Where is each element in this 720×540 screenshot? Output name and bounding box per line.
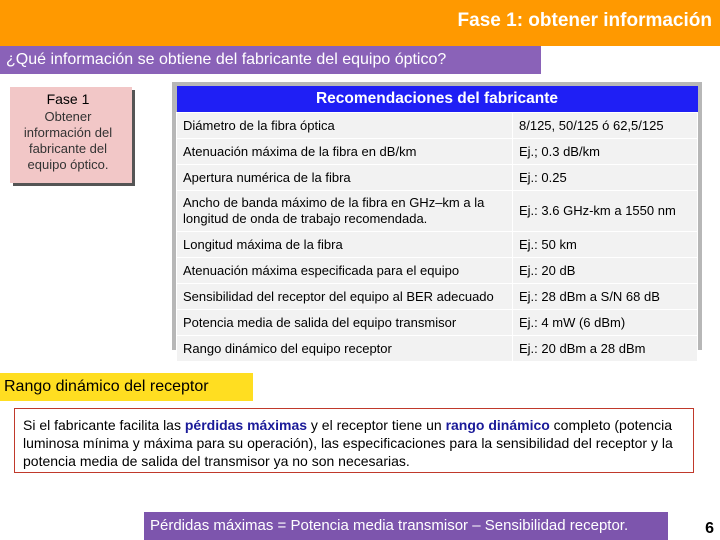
table-row — [177, 336, 698, 362]
header-bar — [0, 0, 720, 46]
row-param: Ancho de banda máximo de la fibra en GHz–km a la longitud de onda de trabajo recomendada. — [177, 191, 513, 232]
row-value: Ej.: 4 mW (6 dBm) — [513, 310, 698, 336]
section-label: Rango dinámico del receptor — [0, 373, 253, 401]
note-text: completo (potencia luminosa mínima y máxima para su operación), las especificaciones para la sensibilidad del receptor y la potencia media de salida del transmisor ya no son necesarias. — [23, 417, 673, 469]
row-value: Ej.: 3.6 GHz-km a 1550 nm — [513, 191, 698, 232]
note-box — [14, 408, 694, 473]
row-param: Longitud máxima de la fibra — [177, 232, 513, 258]
phase-description: Obtener información del fabricante del equipo óptico. — [23, 109, 113, 172]
formula-banner: Pérdidas máximas = Potencia media transmisor – Sensibilidad receptor. — [144, 512, 668, 540]
phase-label: Fase 1 — [46, 91, 90, 107]
table-row — [177, 232, 698, 258]
row-param: Potencia media de salida del equipo transmisor — [177, 310, 513, 336]
table-row — [177, 139, 698, 165]
row-value: Ej.: 20 dBm a 28 dBm — [513, 336, 698, 362]
row-value: Ej.: 0.25 — [513, 165, 698, 191]
table-row — [177, 191, 698, 232]
row-value: Ej.: 50 km — [513, 232, 698, 258]
page-number: 6 — [705, 520, 714, 537]
row-param: Atenuación máxima de la fibra en dB/km — [177, 139, 513, 165]
row-param: Apertura numérica de la fibra — [177, 165, 513, 191]
note-text: y el receptor tiene un — [307, 417, 446, 433]
row-param: Atenuación máxima especificada para el equipo — [177, 258, 513, 284]
table-title: Recomendaciones del fabricante — [177, 86, 698, 113]
phase-card — [10, 87, 132, 183]
table-row — [177, 284, 698, 310]
row-param: Rango dinámico del equipo receptor — [177, 336, 513, 362]
table-row — [177, 258, 698, 284]
row-value: Ej.; 0.3 dB/km — [513, 139, 698, 165]
recommendations-table — [172, 82, 702, 356]
row-value: Ej.: 28 dBm a S/N 68 dB — [513, 284, 698, 310]
table-row — [177, 113, 698, 139]
table-row — [177, 310, 698, 336]
question-banner: ¿Qué información se obtiene del fabricante del equipo óptico? — [0, 46, 541, 74]
note-bold-max-loss: pérdidas máximas — [184, 417, 308, 433]
page-title: Fase 1: obtener información — [457, 10, 712, 31]
note-text: Si el fabricante facilita las — [23, 417, 185, 433]
row-param: Sensibilidad del receptor del equipo al BER adecuado — [177, 284, 513, 310]
row-param: Diámetro de la fibra óptica — [177, 113, 513, 139]
row-value: 8/125, 50/125 ó 62,5/125 — [513, 113, 698, 139]
row-value: Ej.: 20 dB — [513, 258, 698, 284]
table-row — [177, 165, 698, 191]
note-bold-dynamic-range: rango dinámico — [445, 417, 550, 433]
